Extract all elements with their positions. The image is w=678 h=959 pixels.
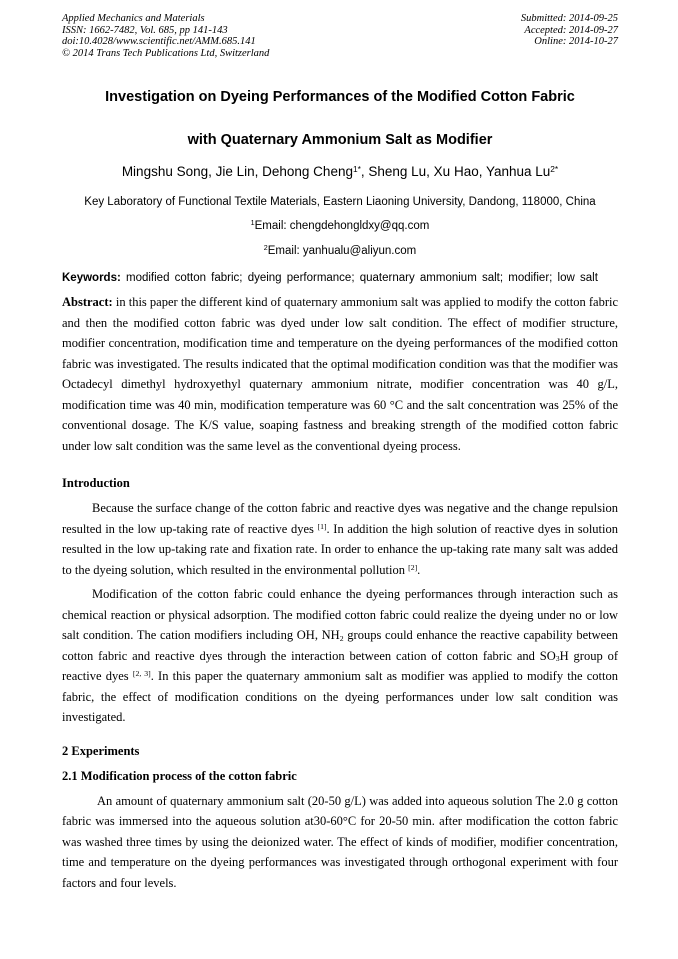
paper-title-line-2: with Quaternary Ammonium Salt as Modifier (187, 132, 493, 148)
accepted-date: Accepted: 2014-09-27 (524, 24, 618, 36)
journal-header-left (62, 13, 269, 59)
introduction-paragraph-2: Modification of the cotton fabric could enhance the dyeing performances through interaction such as chemical reaction or physical adsorption. The modified cotton fabric could realize the dyeing under no or low salt condition. The cation modifiers including OH, $NH_2$ groups could enhance the reactive capability between cotton fabric and reactive dyes through the interaction between cation of cotton fabric and $SO_3H$ group of reactive dyes [2, 3]. In this paper the quaternary ammonium salt as modifier was applied to modify the cotton fabric, the effect of modification conditions on the dyeing performances under low salt condition was investigated. (62, 587, 618, 724)
submitted-date: Submitted: 2014-09-25 (520, 13, 618, 24)
modification-subheading: 2.1 Modification process of the cotton fabric (62, 768, 297, 783)
email-1: $^1$Email: chengdehongldxy@qq.com (250, 219, 430, 232)
paper-title-line-1: Investigation on Dyeing Performances of the Modified Cotton Fabric (105, 89, 575, 105)
introduction-heading: Introduction (62, 476, 130, 490)
copyright-line: © 2014 Trans Tech Publications Ltd, Switzerland (62, 47, 270, 59)
experiments-paragraph: An amount of quaternary ammonium salt (20-50 g/L) was added into aqueous solution The 2.0 g cotton fabric was immersed into the aqueous solution at30-60°C for 20-50 min. after modification the cotton fabric was washed three times by using the deionized water. The effect of kinds of modifier, modifier concentration, time and temperature on the dyeing performances was investigated through orthogonal experiment with four factors and four levels. (62, 793, 618, 890)
authors-line: Mingshu Song, Jie Lin, Dehong Cheng$^{1*}$, Sheng Lu, Xu Hao, Yanhua $Lu^{2*}$ (121, 163, 559, 179)
keywords-line: Keywords: modified cotton fabric; dyeing performance; quaternary ammonium salt; modifier; low salt (62, 272, 598, 284)
journal-header-right (521, 13, 618, 59)
experiments-heading: 2 Experiments (62, 743, 140, 758)
doi-line: doi:10.4028/www.scientific.net/AMM.685.141 (62, 36, 256, 47)
abstract-paragraph: Abstract: in this paper the different kind of quaternary ammonium salt was applied to modify the cotton fabric and then the modified cotton fabric was dyed under low salt condition. The effect of modifier structure, modifier concentration, modification time and temperature on the dyeing performances of the modified cotton fabric was investigated. The results indicated that the optimal modification condition was that the modifier was Octadecyl dimethyl hydroxyethyl quaternary ammonium nitrate, modifier concentration was 40 g/L, modification time was 40 min, modification temperature was 60 °C and the salt concentration was 25% of the conventional dosage. The K/S value, soaping fastness and breaking strength of the modified cotton fabric under low salt condition was the same level as the conventional dyeing process. (62, 295, 618, 453)
affiliation: Key Laboratory of Functional Textile Materials, Eastern Liaoning University, Dandong, 118000, China (84, 196, 596, 208)
issn-line: ISSN: 1662-7482, Vol. 685, pp 141-143 (62, 24, 228, 36)
journal-name: Applied Mechanics and Materials (62, 13, 205, 24)
introduction-paragraph-1: Because the surface change of the cotton fabric and reactive dyes was negative and the change repulsion resulted in the low up-taking rate of reactive dyes [1]. In addition the high solution of reactive dyes in solution resulted in the low up-taking rate and fixation rate. In order to enhance the up-taking rate many salt was added to the dyeing solution, which resulted in the environmental pollution [2]. (62, 501, 619, 577)
journal-header (62, 13, 618, 59)
email-2: $^2$Email: yanhualu@aliyun.com (263, 244, 417, 257)
online-date: Online: 2014-10-27 (534, 36, 618, 47)
